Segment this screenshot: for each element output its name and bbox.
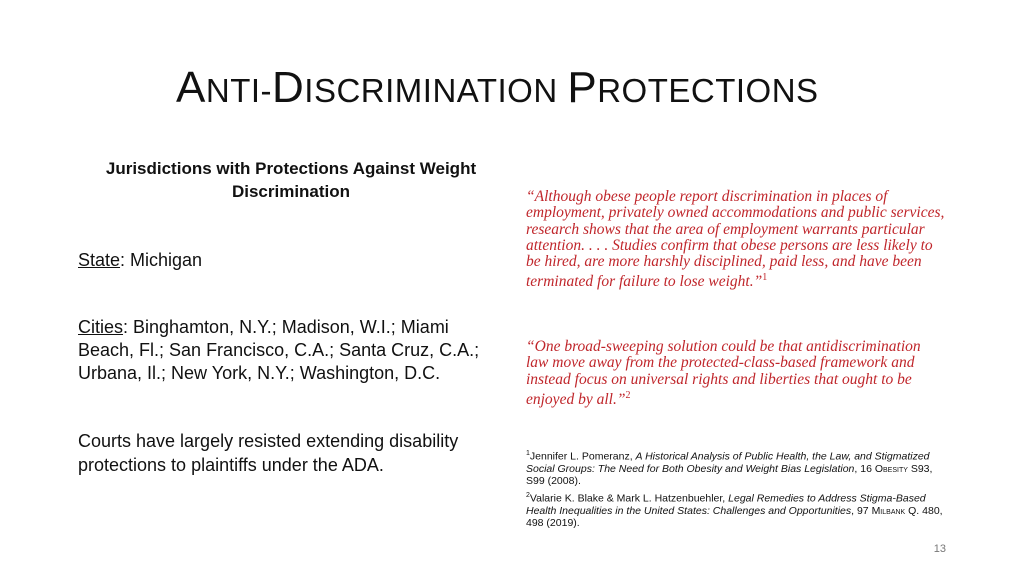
title-rest-3: ROTECTIONS [597,72,819,109]
footnote-1-cite-b: S93, S99 (2008). [526,462,933,487]
footnote-1-num: 1 [526,450,530,457]
slide-title [176,60,819,119]
state-line [78,249,202,271]
state-value: : Michigan [120,250,203,270]
state-label: State [78,250,121,270]
jurisdictions-heading: Jurisdictions with Protections Against Weight Discrimination [105,159,477,201]
title-cap-3: P [567,63,598,112]
footnote-2 [526,490,948,529]
footnote-2-cite-a: , 97 [851,504,872,517]
footnote-1-journal: Obesity [874,462,908,475]
quote-2-ref: 2 [625,389,631,401]
title-rest-1: NTI- [205,72,273,109]
quote-1 [526,189,946,291]
page-number: 13 [933,543,946,555]
cities-label: Cities [78,317,124,337]
title-rest-2: ISCRIMINATION [304,72,568,109]
footnote-1-title: A Historical Analysis of Public Health, the Law, and Stigmatized Social Groups: The Need for Both Obesity and Weight Bias Legislation [526,450,930,475]
footnote-1-author: Jennifer L. Pomeranz, [529,450,636,463]
footnote-2-cite-b: Q. 480, 498 (2019). [526,504,943,529]
title-cap-1: A [176,63,206,112]
title-cap-2: D [272,63,305,112]
footnote-2-title: Legal Remedies to Address Stigma-Based Health Inequalities in the United States: Challenges and Opportunities [526,492,926,517]
footnote-2-num: 2 [526,492,530,499]
cities-line [78,316,508,385]
footnote-1-cite-a: , 16 [854,462,875,475]
footnote-2-journal: Milbank [871,504,906,517]
quote-2 [526,339,946,408]
quote-1-ref: 1 [762,272,768,284]
cities-value: : Binghamton, N.Y.; Madison, W.I.; Miami Beach, Fl.; San Francisco, C.A.; Santa Cruz, C.A.; Urbana, Il.; New York, N.Y.; Washington, D.C. [78,317,480,383]
quote-2-text: “One broad-sweeping solution could be that antidiscrimination law move away from the protected-class-based framework and instead focus on universal rights and liberties that ought to be enjoyed by all.” [526,338,921,409]
courts-text: Courts have largely resisted extending disability protections to plaintiffs under the ADA. [78,431,459,475]
quote-1-text: “Although obese people report discrimination in places of employment, privately owned accommodations and public services, research shows that the area of employment warrants particular attention. . . . Studies confirm that obese persons are less likely to be hired, are more harshly disciplined, paid less, and have been terminated for failure to lose weight.” [526,188,945,291]
footnote-2-author: Valarie K. Blake & Mark L. Hatzenbuehler, [529,492,729,505]
footnote-1 [526,448,948,487]
